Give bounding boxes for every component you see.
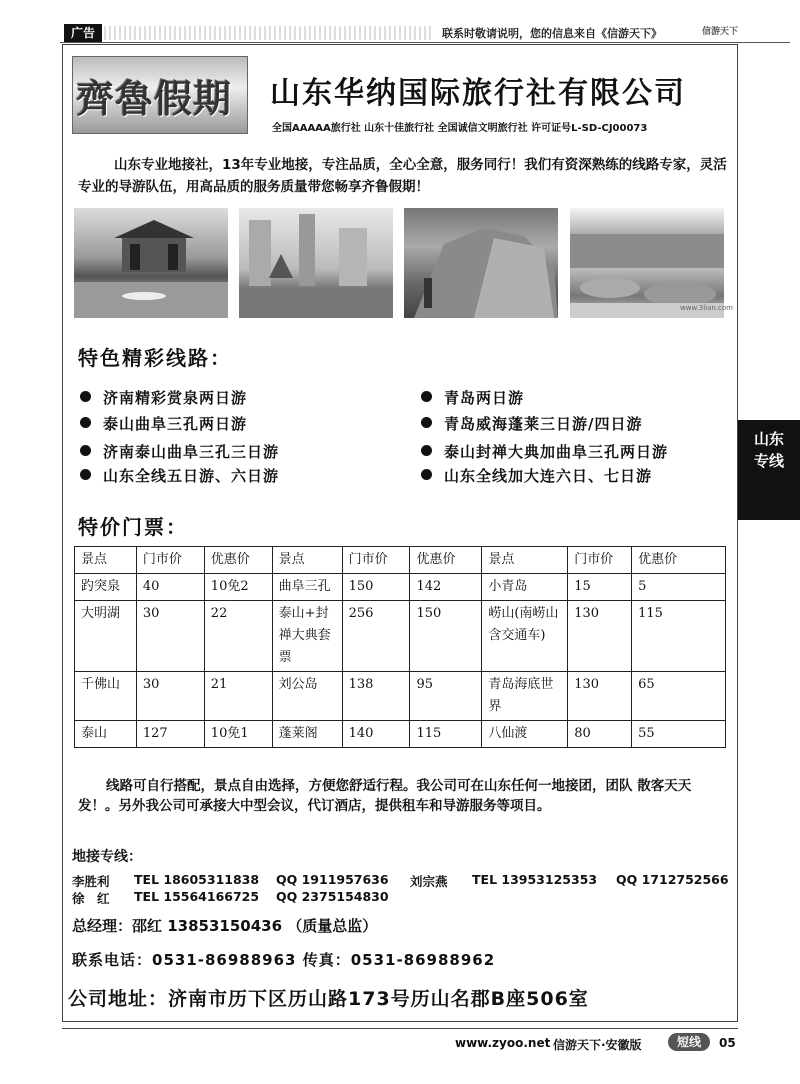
route-item: 山东全线加大连六日、七日游 bbox=[421, 465, 652, 486]
table-cell: 千佛山 bbox=[75, 672, 137, 721]
table-header-cell: 门市价 bbox=[568, 547, 632, 574]
table-cell: 曲阜三孔 bbox=[272, 574, 342, 601]
contact-phones: 联系电话：0531-86988963 传真：0531-86988962 bbox=[72, 951, 496, 969]
bullet-icon bbox=[421, 445, 432, 456]
table-header-cell: 景点 bbox=[482, 547, 568, 574]
route-item: 山东全线五日游、六日游 bbox=[80, 465, 279, 486]
table-cell: 142 bbox=[410, 574, 482, 601]
route-item: 青岛威海蓬莱三日游/四日游 bbox=[421, 413, 642, 434]
table-header-row bbox=[75, 547, 726, 574]
table-cell: 15 bbox=[568, 574, 632, 601]
section-side-tab bbox=[738, 420, 800, 520]
table-cell: 刘公岛 bbox=[272, 672, 342, 721]
contact-qq: QQ 1712752566 bbox=[616, 872, 729, 887]
table-row bbox=[75, 601, 726, 672]
photo-pavilion bbox=[74, 208, 228, 318]
route-item: 济南精彩赏泉两日游 bbox=[80, 387, 247, 408]
table-cell: 65 bbox=[632, 672, 726, 721]
contact-tel: TEL 15564166725 bbox=[134, 889, 260, 904]
table-header-cell: 门市价 bbox=[136, 547, 204, 574]
contact-tel: TEL 13953125353 bbox=[472, 872, 598, 887]
photo-skyline bbox=[239, 208, 393, 318]
bullet-icon bbox=[421, 417, 432, 428]
ticket-price-table bbox=[74, 546, 726, 748]
footer-section-badge: 短线 bbox=[668, 1033, 710, 1051]
table-cell: 泰山+封禅大典套票 bbox=[272, 601, 342, 672]
company-name: 山东华纳国际旅行社有限公司 bbox=[270, 76, 686, 111]
bullet-icon bbox=[80, 445, 91, 456]
table-cell: 150 bbox=[342, 574, 410, 601]
table-cell: 10免1 bbox=[204, 721, 272, 748]
table-cell: 127 bbox=[136, 721, 204, 748]
table-cell: 大明湖 bbox=[75, 601, 137, 672]
contact-qq: QQ 1911957636 bbox=[276, 872, 389, 887]
ad-tag: 广告 bbox=[64, 24, 102, 42]
table-cell: 256 bbox=[342, 601, 410, 672]
table-header-cell: 优惠价 bbox=[204, 547, 272, 574]
contact-name: 李胜利 bbox=[72, 874, 110, 889]
table-cell: 130 bbox=[568, 672, 632, 721]
table-header-cell: 优惠价 bbox=[632, 547, 726, 574]
table-row bbox=[75, 672, 726, 721]
photo-watermark: www.3lian.com bbox=[680, 304, 734, 312]
bullet-icon bbox=[421, 469, 432, 480]
table-cell: 150 bbox=[410, 601, 482, 672]
table-cell: 140 bbox=[342, 721, 410, 748]
table-cell: 趵突泉 bbox=[75, 574, 137, 601]
footer-divider bbox=[62, 1028, 738, 1029]
side-tab-line: 专线 bbox=[753, 452, 784, 470]
page-number: 05 bbox=[719, 1036, 736, 1050]
services-paragraph: 线路可自行搭配，景点自由选择，方便您舒适行程。我公司可在山东任何一地接团，团队 散客天天发！。另外我公司可承接大中型会议，代订酒店，提供租车和导游服务等项目。 bbox=[78, 778, 692, 814]
table-cell: 22 bbox=[204, 601, 272, 672]
table-cell: 5 bbox=[632, 574, 726, 601]
table-cell: 115 bbox=[410, 721, 482, 748]
header-stripes bbox=[104, 26, 434, 40]
footer-website[interactable]: www.zyoo.net bbox=[455, 1036, 551, 1050]
table-header-cell: 景点 bbox=[272, 547, 342, 574]
bullet-icon bbox=[421, 391, 432, 402]
bullet-icon bbox=[80, 417, 91, 428]
tickets-heading: 特价门票： bbox=[78, 515, 188, 539]
table-header-cell: 门市价 bbox=[342, 547, 410, 574]
table-cell: 蓬莱阁 bbox=[272, 721, 342, 748]
contact-row bbox=[72, 872, 732, 890]
route-item: 济南泰山曲阜三孔三日游 bbox=[80, 441, 279, 462]
table-header-cell: 优惠价 bbox=[410, 547, 482, 574]
side-tab-line: 山东 bbox=[753, 430, 784, 448]
footer-publication: 信游天下·安徽版 bbox=[553, 1038, 642, 1052]
table-row bbox=[75, 574, 726, 601]
company-credentials: 全国AAAAA旅行社 山东十佳旅行社 全国诚信文明旅行社 许可证号L-SD-CJ00073 bbox=[272, 123, 648, 134]
contacts-heading: 地接专线： bbox=[72, 849, 142, 865]
route-item: 泰山封禅大典加曲阜三孔两日游 bbox=[421, 441, 668, 462]
table-cell: 138 bbox=[342, 672, 410, 721]
contact-qq: QQ 2375154830 bbox=[276, 889, 389, 904]
table-cell: 40 bbox=[136, 574, 204, 601]
table-cell: 115 bbox=[632, 601, 726, 672]
contact-name: 刘宗燕 bbox=[410, 874, 448, 889]
table-cell: 95 bbox=[410, 672, 482, 721]
company-address: 公司地址：济南市历下区历山路173号历山名郡B座506室 bbox=[68, 988, 589, 1010]
table-cell: 21 bbox=[204, 672, 272, 721]
photo-rock-cliff bbox=[404, 208, 558, 318]
table-cell: 青岛海底世界 bbox=[482, 672, 568, 721]
contact-name: 徐 红 bbox=[72, 891, 110, 906]
intro-paragraph: 山东专业地接社，13年专业地接，专注品质，全心全意，服务同行！我们有资深熟练的线路专家，灵活专业的导游队伍，用高品质的服务质量带您畅享齐鲁假期！ bbox=[78, 157, 727, 195]
table-cell: 泰山 bbox=[75, 721, 137, 748]
photo-stone-garden bbox=[570, 208, 724, 318]
table-header-cell: 景点 bbox=[75, 547, 137, 574]
table-cell: 30 bbox=[136, 601, 204, 672]
routes-heading: 特色精彩线路： bbox=[78, 346, 232, 370]
table-cell: 80 bbox=[568, 721, 632, 748]
route-item: 泰山曲阜三孔两日游 bbox=[80, 413, 247, 434]
table-cell: 崂山(南崂山含交通车) bbox=[482, 601, 568, 672]
table-cell: 八仙渡 bbox=[482, 721, 568, 748]
table-cell: 小青岛 bbox=[482, 574, 568, 601]
table-cell: 130 bbox=[568, 601, 632, 672]
table-cell: 30 bbox=[136, 672, 204, 721]
contact-row bbox=[72, 889, 732, 907]
brand-logo-text: 齊魯假期 bbox=[76, 76, 233, 121]
table-cell: 55 bbox=[632, 721, 726, 748]
table-row bbox=[75, 721, 726, 748]
contact-tel: TEL 18605311838 bbox=[134, 872, 260, 887]
bullet-icon bbox=[80, 391, 91, 402]
header-note: 联系时敬请说明，您的信息来自《信游天下》 bbox=[442, 27, 662, 40]
bullet-icon bbox=[80, 469, 91, 480]
table-cell: 10免2 bbox=[204, 574, 272, 601]
general-manager: 总经理：邵红 13853150436 （质量总监） bbox=[72, 917, 378, 935]
publication-logo: 信游天下 bbox=[702, 27, 739, 37]
route-item: 青岛两日游 bbox=[421, 387, 524, 408]
